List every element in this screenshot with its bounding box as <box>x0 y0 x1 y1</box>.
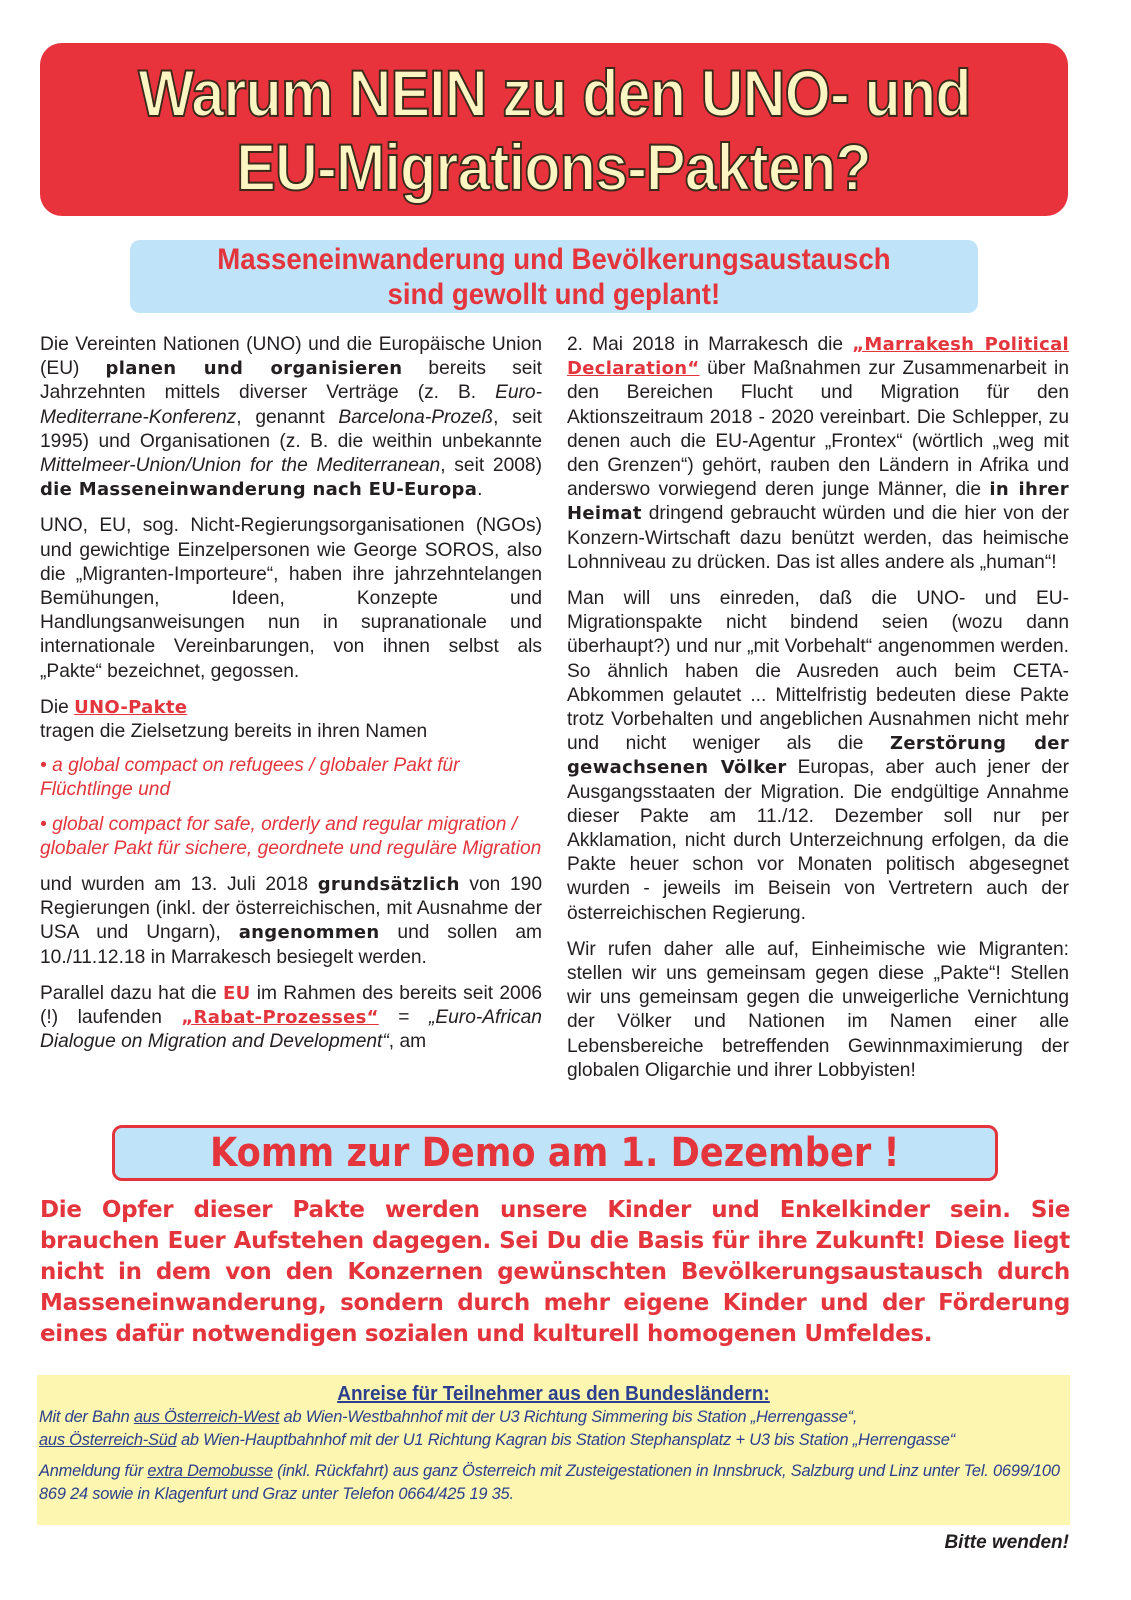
subtitle-line-1: Masseneinwanderung und Bevölkerungsaustausch <box>217 242 891 276</box>
italic-text: Mittelmeer-Union/Union for the Mediterranean <box>40 455 441 477</box>
bold-text: in ihrer Heimat <box>567 479 1069 525</box>
text: Die <box>40 696 75 718</box>
text: , genannt <box>236 406 339 428</box>
text: im Rahmen des bereits seit 2006 (!) laufenden <box>40 982 542 1029</box>
demo-banner <box>112 1125 998 1181</box>
text: , seit 2008) <box>440 455 542 477</box>
bold-text: Zerstörung der gewachsenen Völker <box>567 733 1069 779</box>
marrakesh-declaration-link[interactable]: „Marrakesh Political Declaration“ <box>567 334 1069 380</box>
text: . <box>477 479 483 501</box>
text: dringend gebraucht würden und die hier von der Konzern-Wirtschaft dazu benützt werden, das heimische Lohnniveau zu drücken. Das ist alles andere als „human“! <box>567 503 1069 573</box>
bold-text: EU <box>222 982 251 1004</box>
text: Man will uns einreden, daß die UNO- und EU-Migrationspakte nicht bindend seien (wozu dann überhaupt?) und nur „mit Vorbehalt“ angenommen werden. So ähnlich haben die Ausreden auch beim CETA-Abkommen gelautet ... Mittelfristig bedeuten diese Pakte trotz Vorbehalten und angeblichen Ausnahmen nicht mehr und nicht weniger als die <box>567 588 1069 755</box>
bullet-text: a global compact on refugees / globaler Pakt für Flüchtlinge und <box>40 755 460 801</box>
paragraph-intro <box>40 333 542 502</box>
italic-text: Barcelona-Prozeß <box>338 406 494 428</box>
demo-banner-text: Komm zur Demo am 1. Dezember ! <box>210 1130 900 1176</box>
compact-list <box>40 754 542 861</box>
text: = <box>378 1007 429 1029</box>
text: von 190 Regierungen (inkl. der österreichischen, mit Ausnahme der USA und Ungarn), <box>40 874 542 944</box>
text: und sollen am 10./11.12.18 in Marrakesch besiegelt werden. <box>40 922 542 968</box>
uno-pakte-link[interactable]: UNO-Pakte <box>74 696 188 718</box>
underlined-text: aus Österreich-West <box>133 1408 280 1426</box>
travel-info-text <box>37 1406 1070 1506</box>
title-line-1: Warum NEIN zu den UNO- und <box>137 55 971 130</box>
paragraph-rabat <box>40 982 542 1055</box>
bold-text: grundsätzlich <box>317 874 460 896</box>
text: Parallel dazu hat die <box>40 982 223 1004</box>
paragraph-uno-pakte <box>40 696 542 744</box>
bus-registration <box>39 1460 1070 1506</box>
text: und wurden am 13. Juli 2018 <box>40 874 318 896</box>
title-banner <box>40 43 1068 216</box>
bold-text: angenommen <box>238 922 380 944</box>
paragraph-adoption <box>40 873 542 970</box>
please-turn-over: Bitte wenden! <box>944 1532 1069 1553</box>
italic-text: Euro-Mediterrane-Konferenz <box>40 382 542 428</box>
text: (inkl. Rückfahrt) aus ganz Österreich mit Zusteigestationen in Innsbruck, Salzburg und Linz unter Tel. 0699/100 869 24 sowie in Klagenfurt und Graz unter Telefon 0664/425 19 35. <box>39 1462 1060 1503</box>
text: Europas, aber auch jener der Ausgangsstaaten der Migration. Die endgültige Annahme dieser Pakte am 11./12. Dezember soll nur per Akklamation, nicht durch Unterzeichnung erfolgen, da die Pakte heuer schon vor Monaten politisch abgesegnet wurden - jeweils im Beisein von Vertretern auch der österreichischen Regierung. <box>567 757 1069 924</box>
text: 2. Mai 2018 in Marrakesch die <box>567 334 853 355</box>
text: Mit der Bahn <box>39 1408 134 1426</box>
text: Die Vereinten Nationen (UNO) und die Europäische Union (EU) <box>40 334 542 380</box>
paragraph-marrakesh <box>567 333 1069 575</box>
bold-text: planen und organisieren <box>105 358 403 380</box>
paragraph-ngos: UNO, EU, sog. Nicht-Regierungsorganisationen (NGOs) und gewichtige Einzelpersonen wie George SOROS, also die „Migranten-Importeure“, haben ihre jahrzehntelangen Bemühungen, Ideen, Konzepte und Handlungsanweisungen nun in supranationale und internationale Vereinbarungen, von ihnen selbst als „Pakte“ bezeichnet, gegossen. <box>40 515 542 682</box>
travel-info-box <box>37 1375 1070 1525</box>
text: über Maßnahmen zur Zusammenarbeit in den Bereichen Flucht und Migration für den Aktionszeitraum 2018 - 2020 vereinbart. Die Schlepper, zu denen auch die EU-Agentur „Frontex“ (wörtlich „weg mit den Grenzen“) gehört, rauben den Ländern in Afrika und anderswo vorwiegend deren junge Männer, die <box>567 358 1069 501</box>
paragraph-not-binding <box>567 587 1069 926</box>
left-column <box>40 333 542 1066</box>
subtitle-banner <box>130 240 978 313</box>
subtitle-line-2: sind gewollt und geplant! <box>387 277 721 311</box>
right-column <box>567 333 1069 1095</box>
list-item: • global compact for safe, orderly and regular migration / globaler Pakt für sichere, geordnete und reguläre Migration <box>40 813 542 859</box>
rail-directions <box>39 1406 1070 1452</box>
text: , am <box>388 1031 427 1053</box>
rabat-link[interactable]: „Rabat-Prozesses“ <box>181 1007 379 1029</box>
text: ab Wien-Hauptbahnhof mit der U1 Richtung Kagran bis Station Stephansplatz + U3 bis Station „Herrengasse“ <box>176 1431 955 1449</box>
list-item: • a global compact on refugees / globaler Pakt für Flüchtlinge und <box>40 755 460 801</box>
bold-text: die Masseneinwanderung nach EU-Europa <box>40 479 478 501</box>
text: , seit 1995) und Organisationen (z. B. die weithin unbekannte <box>40 406 542 452</box>
text: ab Wien-Westbahnhof mit der U3 Richtung Simmering bis Station „Herrengasse“, <box>279 1408 858 1426</box>
text: tragen die Zielsetzung bereits in ihren Namen <box>40 721 428 743</box>
paragraph-call-to-action: Wir rufen daher alle auf, Einheimische wie Migranten: stellen wir uns gemeinsam gegen diese „Pakte“! Stellen wir uns gemeinsam gegen die unweigerliche Vernichtung der Völker und Nationen im Namen einer alle Lebensbereiche betreffenden Gewinnmaximierung der globalen Oligarchie und ihrer Lobbyisten! <box>567 938 1069 1081</box>
italic-text: „Euro-African Dialogue on Migration and Development“ <box>40 1007 542 1053</box>
title-line-2: EU-Migrations-Pakten? <box>236 129 872 204</box>
text: Anmeldung für <box>39 1462 148 1480</box>
text: bereits seit Jahrzehnten mittels diverser Verträge (z. B. <box>40 358 542 404</box>
travel-info-title: Anreise für Teilnehmer aus den Bundesländern: <box>337 1383 770 1405</box>
underlined-text: extra Demobusse <box>147 1462 273 1480</box>
underlined-text: aus Österreich-Süd <box>39 1431 177 1449</box>
appeal-paragraph: Die Opfer dieser Pakte werden unsere Kinder und Enkelkinder sein. Sie brauchen Euer Aufstehen dagegen. Sei Du die Basis für ihre Zukunft! Diese liegt nicht in dem von den Konzernen gewünschten Bevölkerungsaustausch durch Masseneinwanderung, sondern durch mehr eigene Kinder und der Förderung eines dafür notwendigen sozialen und kulturell homogenen Umfeldes. <box>40 1197 1070 1347</box>
bullet-text: global compact for safe, orderly and regular migration / globaler Pakt für sichere, geordnete und reguläre Migration <box>40 813 542 859</box>
